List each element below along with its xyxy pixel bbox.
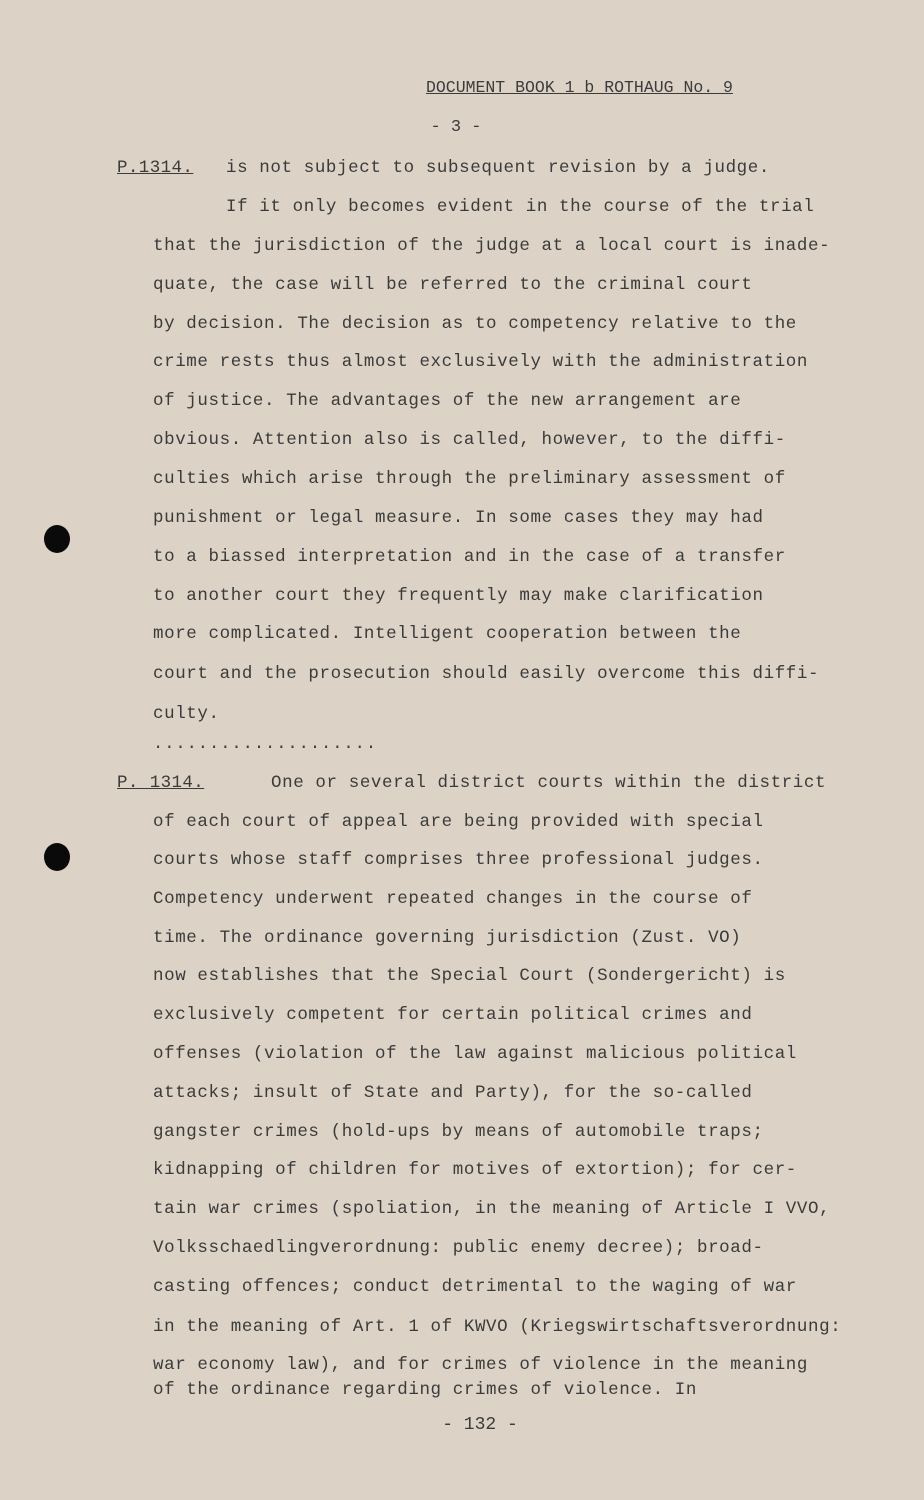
punch-hole [44, 843, 70, 871]
text-line: court and the prosecution should easily overcome this diffi- [153, 664, 820, 684]
text-line: exclusively competent for certain political crimes and [153, 1005, 753, 1025]
text-line: punishment or legal measure. In some cases they may had [153, 508, 764, 528]
text-line: If it only becomes evident in the course of the trial [226, 197, 815, 217]
text-line: gangster crimes (hold-ups by means of automobile traps; [153, 1122, 764, 1142]
text-line: of the ordinance regarding crimes of violence. In [153, 1380, 697, 1400]
text-line: crime rests thus almost exclusively with the administration [153, 352, 809, 372]
text-line: more complicated. Intelligent cooperation between the [153, 624, 742, 644]
text-line: that the jurisdiction of the judge at a local court is inade- [153, 236, 831, 256]
text-line: One or several district courts within the district [271, 773, 827, 793]
text-line: Volksschaedlingverordnung: public enemy decree); broad- [153, 1238, 764, 1258]
text-line: quate, the case will be referred to the criminal court [153, 275, 753, 295]
text-line: now establishes that the Special Court (Sondergericht) is [153, 966, 786, 986]
paragraph-reference: P.1314. [117, 158, 194, 178]
paragraph-reference: P. 1314. [117, 773, 205, 793]
text-line: by decision. The decision as to competency relative to the [153, 314, 797, 334]
text-line: offenses (violation of the law against malicious political [153, 1044, 797, 1064]
text-line: tain war crimes (spoliation, in the meaning of Article I VVO, [153, 1199, 831, 1219]
text-line: is not subject to subsequent revision by a judge. [226, 158, 770, 178]
punch-hole [44, 525, 70, 553]
text-line: kidnapping of children for motives of extortion); for cer- [153, 1160, 797, 1180]
page-number: - 132 - [442, 1415, 518, 1435]
text-line: culty. [153, 704, 220, 724]
text-line: obvious. Attention also is called, however, to the diffi- [153, 430, 786, 450]
text-line: casting offences; conduct detrimental to the waging of war [153, 1277, 797, 1297]
text-line: attacks; insult of State and Party), for the so-called [153, 1083, 753, 1103]
text-line: courts whose staff comprises three professional judges. [153, 850, 764, 870]
text-line: time. The ordinance governing jurisdiction (Zust. VO) [153, 928, 742, 948]
text-line: war economy law), and for crimes of violence in the meaning [153, 1355, 809, 1375]
text-line: to a biassed interpretation and in the case of a transfer [153, 547, 786, 567]
text-line: to another court they frequently may make clarification [153, 586, 764, 606]
text-line: of justice. The advantages of the new arrangement are [153, 391, 742, 411]
text-line: Competency underwent repeated changes in the course of [153, 889, 753, 909]
document-reference: DOCUMENT BOOK 1 b ROTHAUG No. 9 [426, 78, 733, 97]
text-line: of each court of appeal are being provided with special [153, 812, 764, 832]
text-line: culties which arise through the preliminary assessment of [153, 469, 786, 489]
text-line: in the meaning of Art. 1 of KWVO (Kriegswirtschaftsverordnung: [153, 1317, 842, 1337]
separator-dots: .................... [153, 735, 378, 754]
page-marker: - 3 - [430, 118, 482, 137]
